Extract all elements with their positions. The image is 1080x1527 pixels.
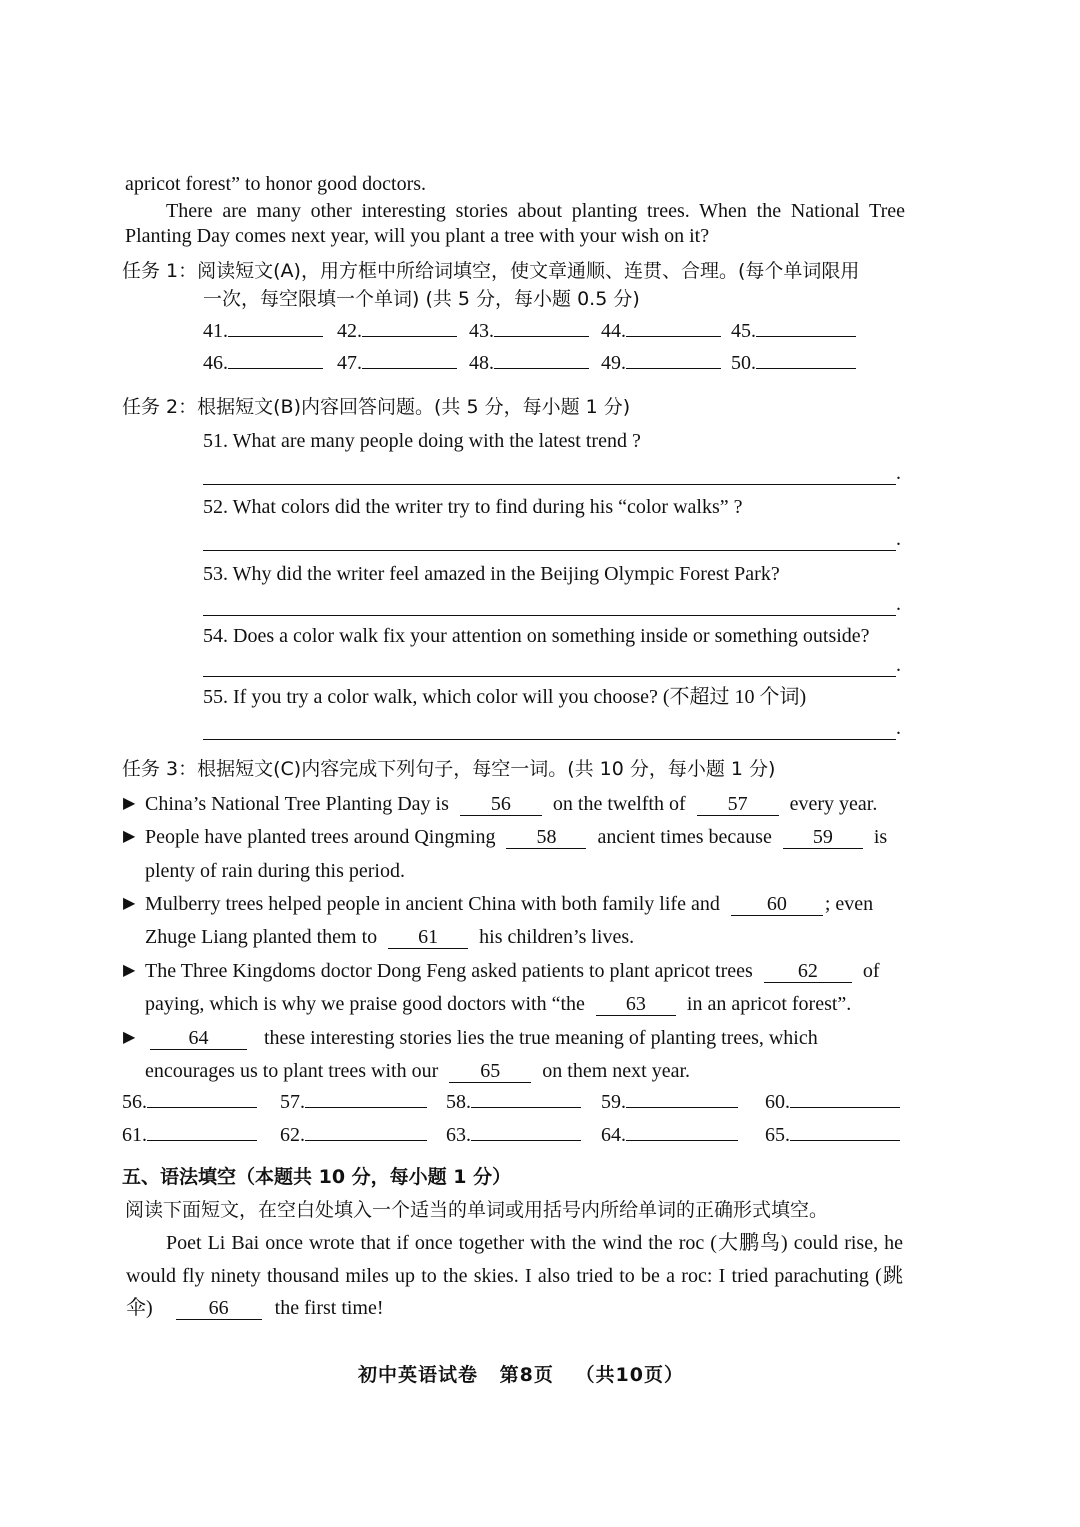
task3-sentence-2-cont: plenty of rain during this period. — [145, 860, 405, 882]
triangle-bullet-icon: ▶ — [123, 795, 136, 812]
answer-slot-50[interactable] — [731, 352, 856, 375]
answer-slot-61[interactable] — [122, 1124, 280, 1147]
answer-slot-65[interactable] — [765, 1124, 900, 1147]
task3-sentence-2: People have planted trees around Qingming 58 ancient times because 59 is — [145, 826, 888, 848]
answer-blank[interactable] — [756, 368, 856, 369]
answer-blank[interactable] — [756, 336, 856, 337]
answer-slot-64[interactable] — [601, 1124, 765, 1147]
answer-slot-63[interactable] — [446, 1124, 601, 1147]
triangle-bullet-icon: ▶ — [123, 895, 136, 912]
answer-blank[interactable] — [471, 1107, 581, 1108]
blank-62[interactable]: 62 — [764, 960, 852, 983]
answer-blank[interactable] — [626, 336, 721, 337]
triangle-bullet-icon: ▶ — [123, 1029, 136, 1046]
answer-blank[interactable] — [494, 336, 589, 337]
answer-blank[interactable] — [362, 336, 457, 337]
task3-sentence-3: Mulberry trees helped people in ancient China with both family life and 60 ; even — [145, 893, 874, 915]
answer-slot-42[interactable] — [337, 320, 469, 343]
task1-instruction-1: 任务 1：阅读短文(A)，用方框中所给词填空，使文章通顺、连贯、合理。(每个单词限用 — [122, 260, 860, 282]
section5-instruction: 阅读下面短文，在空白处填入一个适当的单词或用括号内所给单词的正确形式填空。 — [125, 1199, 829, 1221]
answer-label: 58. — [446, 1091, 471, 1113]
answer-slot-58[interactable] — [446, 1091, 601, 1114]
task3-sentence-4: The Three Kingdoms doctor Dong Feng asked patients to plant apricot trees 62 of — [145, 960, 880, 982]
answer-slot-45[interactable] — [731, 320, 856, 343]
section5-heading: 五、语法填空（本题共 10 分，每小题 1 分） — [122, 1166, 512, 1188]
task3-sentence-5: 64 these interesting stories lies the true meaning of planting trees, which — [150, 1024, 818, 1052]
task3-answer-row-2 — [122, 1124, 900, 1147]
answer-label: 44. — [601, 320, 626, 342]
answer-slot-47[interactable] — [337, 352, 469, 375]
answer-period: . — [896, 717, 901, 739]
answer-blank[interactable] — [228, 336, 323, 337]
answer-slot-49[interactable] — [601, 352, 731, 375]
question-51: 51. What are many people doing with the latest trend ? — [203, 430, 641, 452]
answer-blank[interactable] — [305, 1107, 427, 1108]
answer-blank[interactable] — [362, 368, 457, 369]
answer-label: 49. — [601, 352, 626, 374]
task3-sentence-5-cont: encourages us to plant trees with our 65 on them next year. — [145, 1060, 690, 1082]
answer-label: 43. — [469, 320, 494, 342]
blank-60[interactable]: 60 — [731, 893, 823, 916]
task3-sentence-4-cont: paying, which is why we praise good doctors with “the 63 in an apricot forest”. — [145, 993, 852, 1015]
answer-label: 65. — [765, 1124, 790, 1146]
answer-slot-46[interactable] — [203, 352, 337, 375]
passage-line-2: There are many other interesting stories about planting trees. When the National Tree — [166, 200, 905, 222]
answer-blank[interactable] — [305, 1140, 427, 1141]
answer-slot-48[interactable] — [469, 352, 601, 375]
answer-label: 50. — [731, 352, 756, 374]
answer-period: . — [896, 462, 901, 484]
blank-65[interactable]: 65 — [449, 1060, 531, 1083]
task1-answer-row-1 — [203, 320, 856, 343]
triangle-bullet-icon: ▶ — [123, 828, 136, 845]
answer-blank[interactable] — [790, 1107, 900, 1108]
answer-slot-56[interactable] — [122, 1091, 280, 1114]
task2-heading: 任务 2：根据短文(B)内容回答问题。(共 5 分，每小题 1 分) — [122, 396, 631, 418]
answer-label: 45. — [731, 320, 756, 342]
answer-blank[interactable] — [790, 1140, 900, 1141]
answer-slot-59[interactable] — [601, 1091, 765, 1114]
answer-blank[interactable] — [147, 1107, 257, 1108]
answer-period: . — [896, 654, 901, 676]
question-52: 52. What colors did the writer try to find during his “color walks” ? — [203, 496, 743, 518]
answer-label: 48. — [469, 352, 494, 374]
passage-line-1: apricot forest” to honor good doctors. — [125, 173, 427, 195]
answer-slot-44[interactable] — [601, 320, 731, 343]
task1-instruction-2: 一次，每空限填一个单词) (共 5 分，每小题 0.5 分) — [203, 288, 640, 310]
answer-blank[interactable] — [471, 1140, 581, 1141]
section5-passage-line-3: 伞) 66 the first time! — [126, 1297, 384, 1319]
answer-label: 59. — [601, 1091, 626, 1113]
answer-blank[interactable] — [626, 368, 721, 369]
answer-label: 64. — [601, 1124, 626, 1146]
answer-label: 42. — [337, 320, 362, 342]
answer-label: 46. — [203, 352, 228, 374]
answer-blank[interactable] — [228, 368, 323, 369]
footer-page: 第8页 — [499, 1364, 554, 1386]
task1-answer-row-2 — [203, 352, 856, 375]
blank-57[interactable]: 57 — [697, 793, 779, 816]
answer-slot-62[interactable] — [280, 1124, 446, 1147]
answer-line-54[interactable] — [203, 676, 896, 677]
footer-title: 初中英语试卷 — [358, 1364, 479, 1386]
passage-line-3: Planting Day comes next year, will you plant a tree with your wish on it? — [125, 225, 710, 247]
answer-blank[interactable] — [494, 368, 589, 369]
answer-line-51[interactable] — [203, 484, 896, 485]
section5-passage-line-2: would fly ninety thousand miles up to the skies. I also tried to be a roc: I tried parachuting (跳 — [126, 1265, 903, 1287]
answer-line-52[interactable] — [203, 550, 896, 551]
answer-label: 62. — [280, 1124, 305, 1146]
answer-slot-60[interactable] — [765, 1091, 900, 1114]
answer-label: 47. — [337, 352, 362, 374]
answer-line-55[interactable] — [203, 739, 896, 740]
blank-59[interactable]: 59 — [783, 826, 863, 849]
task3-sentence-1: China’s National Tree Planting Day is 56 on the twelfth of 57 every year. — [145, 793, 878, 815]
answer-slot-57[interactable] — [280, 1091, 446, 1114]
answer-line-53[interactable] — [203, 615, 896, 616]
answer-slot-43[interactable] — [469, 320, 601, 343]
task3-sentence-3-cont: Zhuge Liang planted them to 61 his children’s lives. — [145, 926, 635, 948]
answer-label: 57. — [280, 1091, 305, 1113]
answer-label: 60. — [765, 1091, 790, 1113]
answer-label: 61. — [122, 1124, 147, 1146]
blank-56[interactable]: 56 — [460, 793, 542, 816]
answer-label: 41. — [203, 320, 228, 342]
blank-61[interactable]: 61 — [388, 926, 468, 949]
question-54: 54. Does a color walk fix your attention on something inside or something outside? — [203, 625, 870, 647]
question-55: 55. If you try a color walk, which color will you choose? (不超过 10 个词) — [203, 686, 807, 708]
answer-slot-41[interactable] — [203, 320, 337, 343]
answer-period: . — [896, 593, 901, 615]
answer-blank[interactable] — [626, 1107, 738, 1108]
blank-58[interactable]: 58 — [506, 826, 586, 849]
answer-period: . — [896, 528, 901, 550]
answer-label: 63. — [446, 1124, 471, 1146]
blank-63[interactable]: 63 — [596, 993, 676, 1016]
task3-heading: 任务 3：根据短文(C)内容完成下列句子，每空一词。(共 10 分，每小题 1 分) — [122, 758, 776, 780]
section5-passage-line-1: Poet Li Bai once wrote that if once together with the wind the roc (大鹏鸟) could rise, he — [166, 1232, 903, 1254]
answer-blank[interactable] — [626, 1140, 738, 1141]
triangle-bullet-icon: ▶ — [123, 962, 136, 979]
blank-66[interactable]: 66 — [176, 1297, 262, 1320]
task3-answer-row-1 — [122, 1091, 900, 1114]
footer-total: （共10页） — [575, 1364, 684, 1386]
question-53: 53. Why did the writer feel amazed in the Beijing Olympic Forest Park? — [203, 563, 780, 585]
blank-64[interactable]: 64 — [150, 1027, 247, 1050]
page-footer — [358, 1360, 684, 1387]
answer-label: 56. — [122, 1091, 147, 1113]
answer-blank[interactable] — [147, 1140, 257, 1141]
